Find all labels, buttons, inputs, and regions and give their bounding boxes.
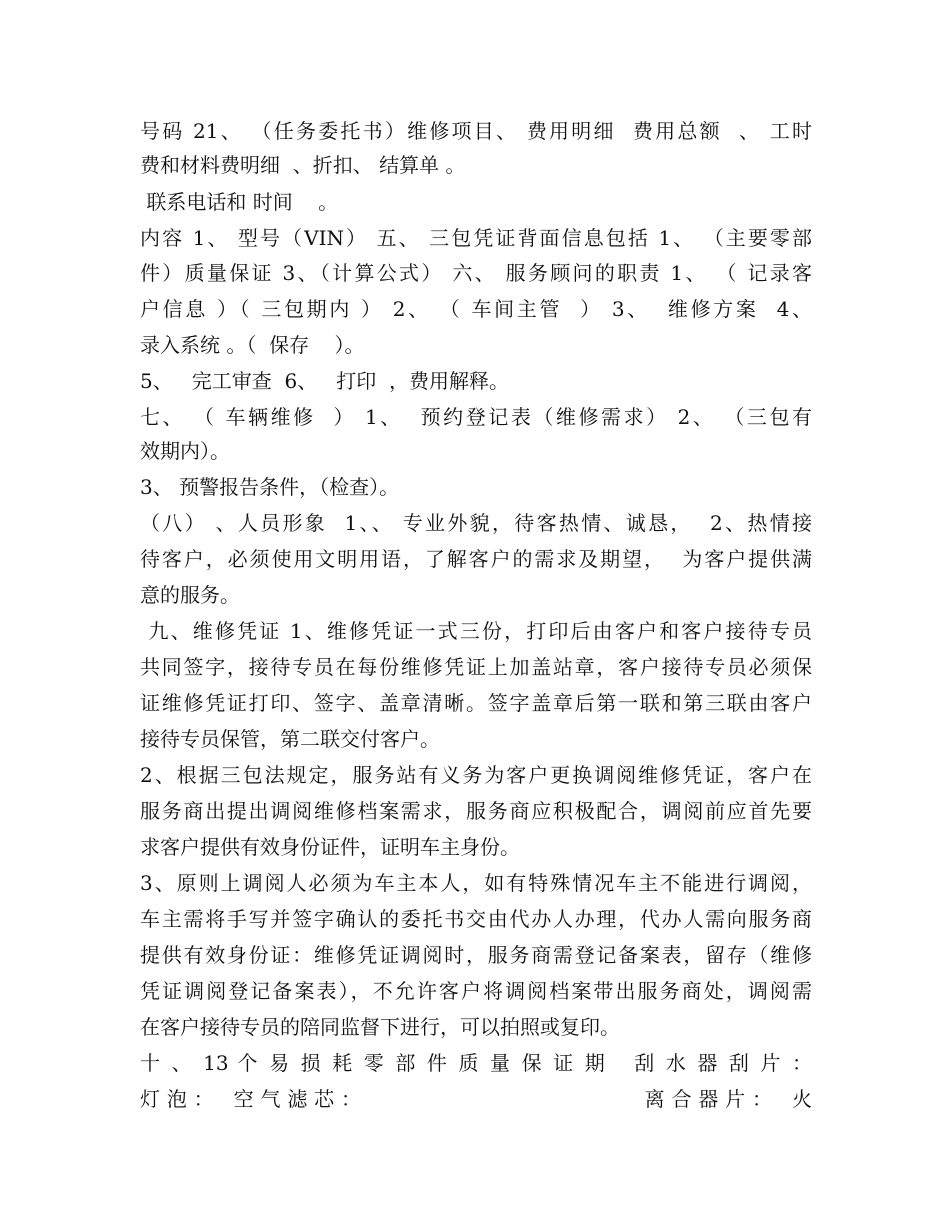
text-line: 3、原则上调阅人必须为车主本人，如有特殊情况车主不能进行调阅， [140,871,812,895]
text-line: （八） 、人员形象 1、、 专业外貌，待客热情、诚恳， 2、热情接 [140,511,812,535]
text-line: 待客户，必须使用文明用语，了解客户的需求及期望， 为客户提供满 [140,547,812,571]
text-line: 提供有效身份证：维修凭证调阅时，服务商需登记备案表，留存（维修 [140,943,812,967]
text-line: 效期内）。 [140,439,230,463]
text-line: 录入系统 。（ 保存 ）。 [140,333,365,357]
text-line: 共同签字，接待专员在每份维修凭证上加盖站章，客户接待专员必须保 [140,655,812,679]
text-line: 证维修凭证打印、签字、盖章清晰。签字盖章后第一联和第三联由客户 [140,691,812,715]
text-line: 求客户提供有效身份证件，证明车主身份。 [140,835,520,859]
text-line: 十 、 13 个 易 损 耗 零 部 件 质 量 保 证 期 刮 水 器 刮 片 ： [140,1051,812,1075]
text-line: 接待专员保管，第二联交付客户。 [140,727,440,751]
text-line: 2、根据三包法规定，服务站有义务为客户更换调阅维修凭证，客户在 [140,763,812,787]
text-line: 号码 21、 （任务委托书）维修项目、 费用明细 费用总额 、 工时 [140,119,812,143]
text-line: 意的服务。 [140,583,240,607]
text-line: 3、 预警报告条件，（检查）。 [140,475,400,499]
text-line: 户信息 ）（ 三包期内 ） 2、 （ 车间主管 ） 3、 维修方案 4、 [140,297,812,321]
text-line: 车主需将手写并签字确认的委托书交由代办人办理，代办人需向服务商 [140,907,812,931]
text-line: 七、 （ 车辆维修 ） 1、 预约登记表（维修需求） 2、 （三包有 [140,405,812,429]
text-line: 件）质量保证 3、（计算公式） 六、 服务顾问的职责 1、 （ 记录客 [140,261,812,285]
text-line: 灯泡： 空气滤芯： 离合器片： 火 [140,1087,812,1111]
text-line: 联系电话和 时间 。 [140,190,339,214]
text-line: 费和材料费明细 、折扣、 结算单 。 [140,153,466,177]
text-line: 凭证调阅登记备案表），不允许客户将调阅档案带出服务商处，调阅需 [140,979,812,1003]
text-line: 5、 完工审查 6、 打印 ，费用解释。 [140,369,510,393]
text-line: 内容 1、 型号（VIN） 五、 三包凭证背面信息包括 1、 （主要零部 [140,226,812,250]
text-line: 九、维修凭证 1、维修凭证一式三份，打印后由客户和客户接待专员 [140,619,812,643]
text-line: 服务商出提出调阅维修档案需求，服务商应积极配合，调阅前应首先要 [140,799,812,823]
text-line: 在客户接待专员的陪同监督下进行，可以拍照或复印。 [140,1015,620,1039]
